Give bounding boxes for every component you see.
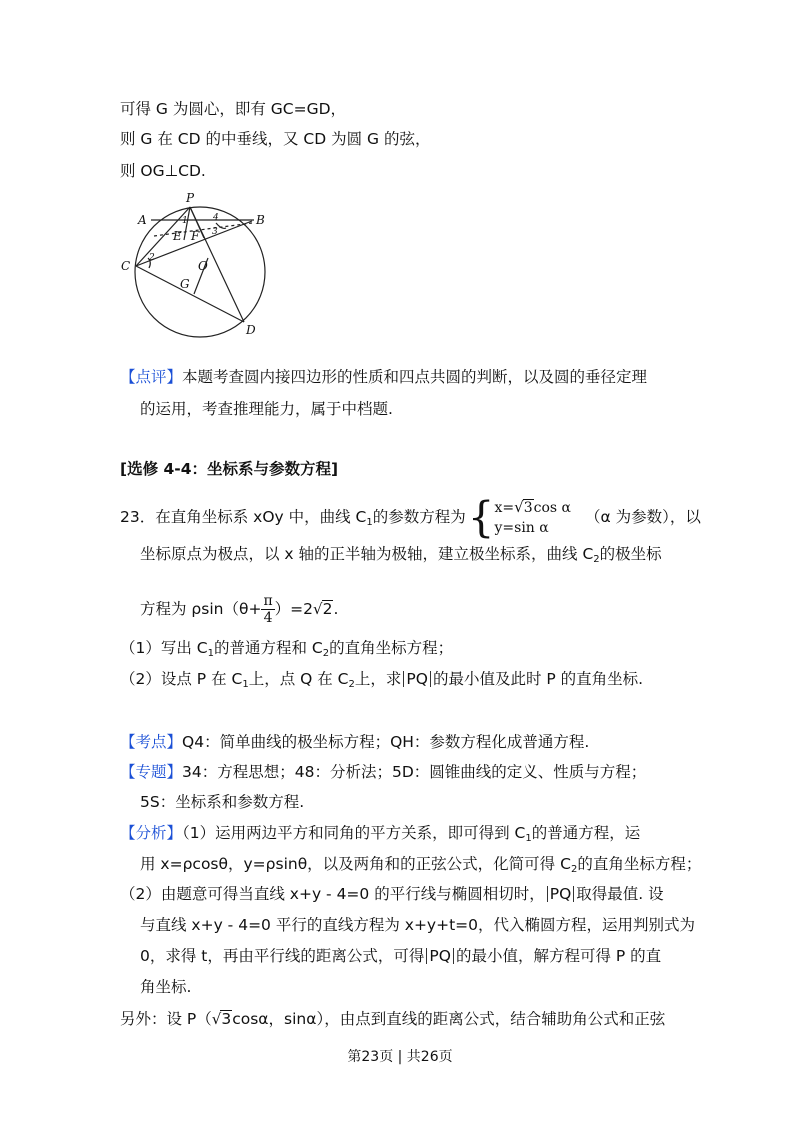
system-row-1 [495, 497, 571, 518]
q1-text-c: 的直角坐标方程； [329, 639, 454, 657]
q2-text-b: 上，点 Q 在 C [248, 670, 349, 688]
problem-line-1 [120, 492, 701, 543]
problem-text-3a: 方程为 ρsin（θ+ [140, 600, 262, 618]
fenxi-line-3 [120, 883, 664, 905]
question-1 [120, 637, 453, 665]
other-text-b: cosα，sinα），由点到直线的距离公式，结合辅助角公式和正弦 [232, 1010, 666, 1028]
fenxi-a1b: 的普通方程，运 [531, 824, 641, 842]
label-o: O [198, 259, 208, 273]
abs-bar-right-3 [453, 948, 454, 964]
comment-text-1: 本题考查圆内接四边形的性质和四点共圆的判断，以及圆的垂径定理 [182, 368, 648, 386]
c1-subscript: 1 [366, 517, 373, 528]
sys1-radicand: 3 [523, 500, 533, 516]
label-f: F [191, 229, 200, 243]
q1-text-a: （1）写出 C [120, 639, 208, 657]
brace-symbol: { [467, 492, 495, 542]
q2-pq: PQ [406, 670, 428, 688]
fenxi-a2a: 用 x=ρcosθ，y=ρsinθ，以及两角和的正弦公式，化简可得 C [140, 855, 571, 873]
label-p: P [186, 191, 195, 205]
other-line [120, 1008, 665, 1030]
fenxi-line-6: 角坐标. [140, 978, 192, 996]
intro-line-2: 则 G 在 CD 的中垂线，又 CD 为圆 G 的弦， [120, 130, 431, 148]
label-4: 4 [213, 213, 219, 223]
problem-text-2a: 坐标原点为极点，以 x 轴的正半轴为极轴，建立极坐标系，曲线 C [140, 545, 594, 563]
section-title: [选修 4-4：坐标系与参数方程] [120, 460, 339, 478]
fenxi-line-1 [120, 822, 640, 850]
problem-line-3 [140, 590, 338, 628]
sqrt-symbol: √ [514, 498, 524, 516]
fenxi-line-4: 与直线 x+y - 4=0 平行的直线方程为 x+y+t=0，代入椭圆方程，运用判别式为 [140, 916, 696, 934]
question-2 [120, 668, 643, 696]
problem-text-1b: 的参数方程为 [372, 508, 466, 526]
abs-bar-right-2 [573, 886, 574, 902]
comment-line-1 [120, 366, 647, 388]
sqrt-symbol-3: √ [211, 1010, 222, 1028]
problem-line-2 [140, 543, 662, 571]
label-e: E [173, 229, 182, 243]
abs-bar-right [430, 671, 431, 687]
problem-text-1c: （α 为参数），以 [584, 508, 701, 526]
fenxi-b1a: （2）由题意可得当直线 x+y - 4=0 的平行线与椭圆相切时， [120, 885, 545, 903]
fenxi-b3b: 的最小值，解方程可得 P 的直 [455, 947, 662, 965]
pi-over-4-fraction [261, 593, 274, 626]
problem-text-1a: 23．在直角坐标系 xOy 中，曲线 C [120, 508, 367, 526]
comment-tag: 【点评】 [120, 368, 183, 386]
fenxi-b1-pq: PQ [549, 885, 572, 903]
system-row-2: y=sin α [494, 520, 549, 536]
page-footer: 第23页 | 共26页 [347, 1049, 453, 1065]
system-rows [495, 497, 571, 538]
line-cd [136, 266, 244, 322]
abs-bar-left [403, 671, 404, 687]
label-g: G [180, 277, 190, 291]
q1-text-b: 的普通方程和 C [214, 639, 323, 657]
label-b: B [256, 213, 265, 227]
label-a: A [138, 213, 147, 227]
q1-sub-1: 1 [207, 648, 214, 659]
q2-sub-2: 2 [348, 679, 355, 690]
sys1-prefix: x= [494, 500, 515, 516]
zhuanti-tag: 【专题】 [120, 763, 183, 781]
fraction-denominator: 4 [263, 610, 273, 626]
q2-text-e: 的最小值及此时 P 的直角坐标. [432, 670, 644, 688]
zhuanti-line-1 [120, 761, 646, 783]
fenxi-a2-sub: 2 [570, 864, 578, 875]
fenxi-a1-sub: 1 [525, 833, 532, 844]
c2-subscript: 2 [593, 554, 600, 565]
label-1: 1 [182, 216, 188, 226]
fenxi-tag: 【分析】 [120, 824, 183, 842]
zhuanti-line-2: 5S：坐标系和参数方程. [140, 793, 305, 811]
intro-line-1: 可得 G 为圆心，即有 GC=GD， [120, 100, 347, 118]
abs-bar-left-2 [547, 886, 548, 902]
label-3: 3 [212, 227, 218, 237]
q2-text-a: （2）设点 P 在 C [120, 670, 243, 688]
fenxi-b3a: 0，求得 t，再由平行线的距离公式，可得 [140, 947, 425, 965]
parametric-system [467, 492, 571, 542]
p3-radicand: 2 [322, 600, 333, 618]
label-c: C [121, 259, 131, 273]
kaodian-line [120, 731, 589, 753]
q2-sub-1: 1 [242, 679, 249, 690]
label-2: 2 [149, 253, 155, 263]
kaodian-text: Q4：简单曲线的极坐标方程；QH：参数方程化成普通方程. [182, 733, 590, 751]
fenxi-line-5 [140, 945, 661, 967]
label-d: D [246, 323, 256, 337]
fenxi-a2b: 的直角坐标方程； [577, 855, 702, 873]
fenxi-a1a: （1）运用两边平方和同角的平方关系，即可得到 C [182, 824, 526, 842]
comment-line-2: 的运用，考查推理能力，属于中档题. [140, 400, 393, 418]
geometry-figure [118, 190, 278, 340]
sqrt-symbol-2: √ [313, 600, 323, 618]
q2-text-c: 上，求 [354, 670, 402, 688]
abs-bar-left-3 [426, 948, 427, 964]
sys1-suffix: cos α [533, 500, 571, 516]
other-radicand: 3 [221, 1010, 232, 1028]
problem-text-3b: ）=2 [274, 600, 314, 618]
fenxi-line-2 [140, 853, 701, 881]
problem-text-2b: 的极坐标 [599, 545, 662, 563]
intro-line-3: 则 OG⊥CD. [120, 162, 206, 180]
kaodian-tag: 【考点】 [120, 733, 183, 751]
fenxi-b3-pq: PQ [429, 947, 451, 965]
problem-text-3c: . [333, 600, 339, 618]
other-text-a: 另外：设 P（ [120, 1010, 212, 1028]
fraction-numerator: π [263, 593, 273, 609]
fenxi-b1b: 取得最值. 设 [576, 885, 664, 903]
zhuanti-text-1: 34：方程思想；48：分析法；5D：圆锥曲线的定义、性质与方程； [182, 763, 647, 781]
q1-sub-2: 2 [322, 648, 330, 659]
